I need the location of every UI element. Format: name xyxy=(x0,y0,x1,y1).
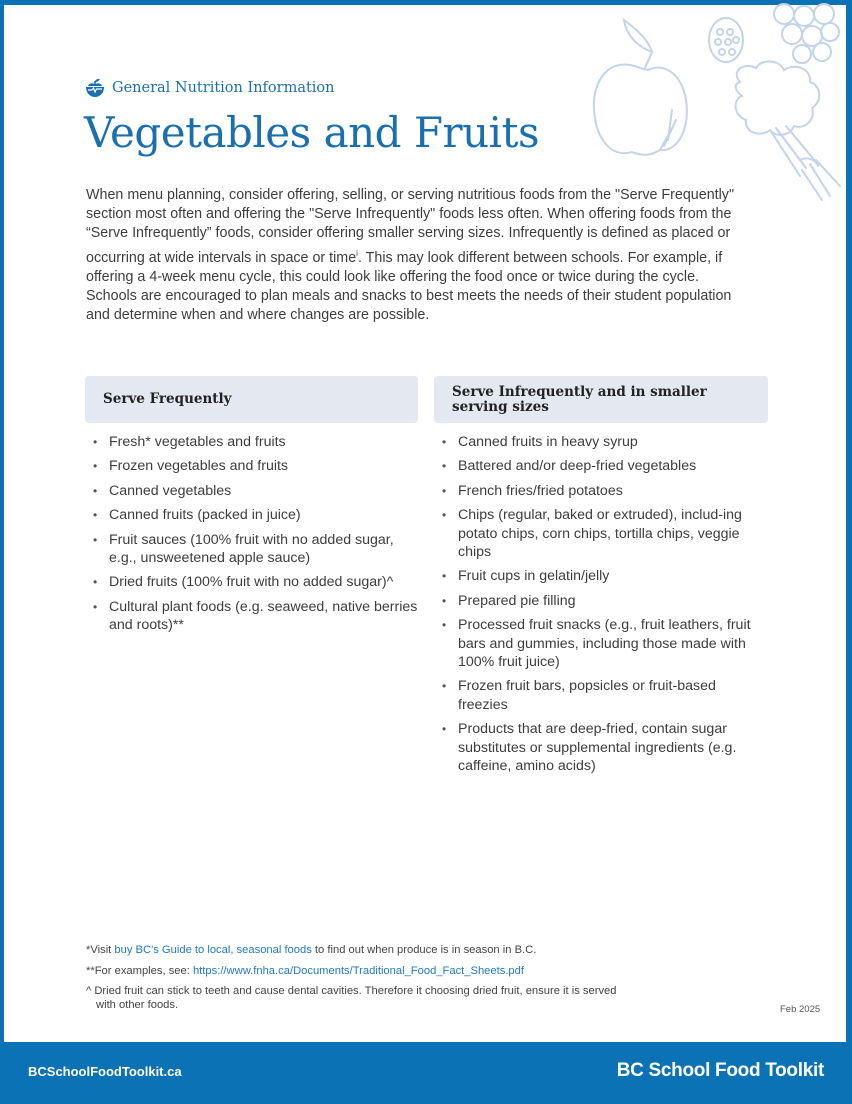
intro-text-continued: . This may look different between schools. For example, if offering a 4-week menu cycle, this could look like offering the food once or twice during the cycle. Schools are encouraged to plan meals and snacks to best meets the needs of their student population and determine when and where changes are possible. xyxy=(86,249,732,323)
serve-infrequently-column xyxy=(434,376,768,782)
list-item: • Processed fruit snacks (e.g., fruit leathers, fruit bars and gummies, including those made with 100% fruit juice) xyxy=(442,616,768,671)
serve-frequently-list xyxy=(85,433,418,635)
section-kicker xyxy=(84,78,335,98)
footer-band xyxy=(0,1042,852,1104)
footnote-seasonal xyxy=(86,944,746,958)
list-item: • Frozen fruit bars, popsicles or fruit-based freezies xyxy=(442,677,768,714)
list-item: • Frozen vegetables and fruits xyxy=(93,457,418,475)
list-item: • Battered and/or deep-fried vegetables xyxy=(442,457,768,475)
fnha-fact-sheets-link[interactable]: https://www.fnha.ca/Documents/Traditional_Food_Fact_Sheets.pdf xyxy=(192,964,524,977)
footnote-marker: i xyxy=(356,248,358,258)
list-item: • Prepared pie filling xyxy=(442,592,768,610)
footnote-dried-fruit: ^ Dried fruit can stick to teeth and cause dental cavities. Therefore it choosing dried fruit, ensure it is served xyxy=(86,985,617,997)
serve-frequently-heading: Serve Frequently xyxy=(85,376,418,423)
footer-website[interactable]: BCSchoolFoodToolkit.ca xyxy=(28,1064,182,1079)
footnote-dried-fruit-continued: with other foods. xyxy=(96,998,179,1011)
seasonal-guide-link[interactable]: buy BC's Guide to local, seasonal foods xyxy=(114,944,312,956)
footnote-examples xyxy=(86,965,746,979)
intro-paragraph xyxy=(86,186,746,325)
nutrition-apple-icon xyxy=(84,78,106,98)
footer-brand-logo: BC School Food Toolkit xyxy=(616,1060,824,1081)
list-item: • Fruit cups in gelatin/jelly xyxy=(442,567,768,585)
list-item: • Canned vegetables xyxy=(93,482,418,500)
list-item: • Dried fruits (100% fruit with no added sugar)^ xyxy=(93,573,418,591)
page-title: Vegetables and Fruits xyxy=(84,108,540,157)
publication-date: Feb 2025 xyxy=(780,1004,821,1015)
list-item: • Canned fruits in heavy syrup xyxy=(442,433,768,451)
list-item: • Cultural plant foods (e.g. seaweed, native berries and roots)** xyxy=(93,598,418,635)
list-item: • Chips (regular, baked or extruded), includ-ing potato chips, corn chips, tortilla chips, veggie chips xyxy=(442,506,768,561)
list-item: • Fresh* vegetables and fruits xyxy=(93,433,418,451)
list-item: • Products that are deep-fried, contain sugar substitutes or supplemental ingredients (e.g. caffeine, amino acids) xyxy=(442,720,768,775)
kicker-text: General Nutrition Information xyxy=(112,80,335,96)
serve-infrequently-heading: Serve Infrequently and in smaller serving sizes xyxy=(434,376,768,423)
serve-infrequently-list xyxy=(434,433,768,776)
list-item: • Canned fruits (packed in juice) xyxy=(93,506,418,524)
footnote-text: **For examples, see: xyxy=(86,964,193,977)
serve-frequently-column xyxy=(85,376,418,641)
footnote-text: *Visit xyxy=(86,944,115,956)
footnote-text: to find out when produce is in season in B.C. xyxy=(311,944,537,956)
list-item: • Fruit sauces (100% fruit with no added sugar, e.g., unsweetened apple sauce) xyxy=(93,531,418,568)
list-item: • French fries/fried potatoes xyxy=(442,482,768,500)
intro-text: When menu planning, consider offering, selling, or serving nutritious foods from the "Serve Frequently" section most often and offering the "Serve Infrequently" foods less often. When offering foods from the “Serve Infrequently” foods, consider offering smaller serving sizes. Infrequently is defined as placed or occurring at wide intervals in space or time xyxy=(86,187,735,266)
footnotes xyxy=(86,944,746,1012)
